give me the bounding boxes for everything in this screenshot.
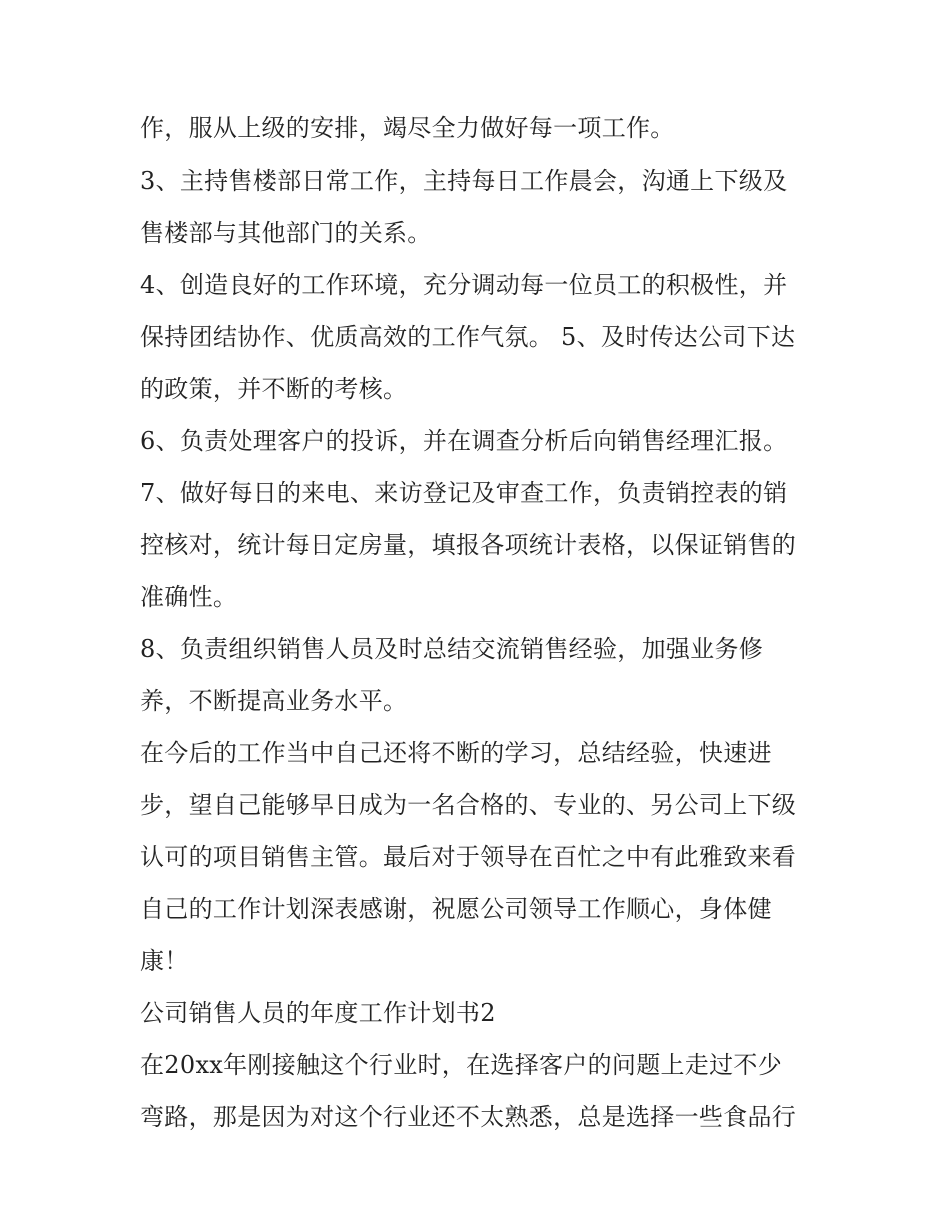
- text-line: 控核对，统计每日定房量，填报各项统计表格，以保证销售的: [140, 531, 797, 559]
- text-line: 步，望自己能够早日成为一名合格的、专业的、另公司上下级: [140, 791, 797, 819]
- text-line: 6、负责处理客户的投诉，并在调查分析后向销售经理汇报。: [140, 427, 788, 455]
- text-line: 3、主持售楼部日常工作，主持每日工作晨会，沟通上下级及: [140, 167, 788, 195]
- text-line: 售楼部与其他部门的关系。: [140, 219, 432, 247]
- text-line: 保持团结协作、优质高效的工作气氛。 5、及时传达公司下达: [140, 323, 796, 351]
- text-line: 在今后的工作当中自己还将不断的学习，总结经验，快速进: [140, 739, 772, 767]
- text-line: 自己的工作计划深表感谢，祝愿公司领导工作顺心，身体健: [140, 895, 772, 923]
- text-line: 8、负责组织销售人员及时总结交流销售经验，加强业务修: [140, 635, 764, 663]
- text-line: 弯路，那是因为对这个行业还不太熟悉，总是选择一些食品行: [140, 1103, 797, 1131]
- text-line: 康！: [140, 947, 189, 975]
- text-line: 准确性。: [140, 583, 238, 611]
- text-line: 的政策，并不断的考核。: [140, 375, 408, 403]
- text-line: 认可的项目销售主管。最后对于领导在百忙之中有此雅致来看: [140, 843, 797, 871]
- text-line: 在20xx年刚接触这个行业时，在选择客户的问题上走过不少: [140, 1051, 783, 1079]
- text-line: 4、创造良好的工作环境，充分调动每一位员工的积极性，并: [140, 271, 788, 299]
- section-heading: 公司销售人员的年度工作计划书2: [140, 999, 496, 1027]
- text-line: 作，服从上级的安排，竭尽全力做好每一项工作。: [140, 114, 675, 142]
- text-line: 7、做好每日的来电、来访登记及审查工作，负责销控表的销: [140, 479, 788, 507]
- text-line: 养，不断提高业务水平。: [140, 687, 408, 715]
